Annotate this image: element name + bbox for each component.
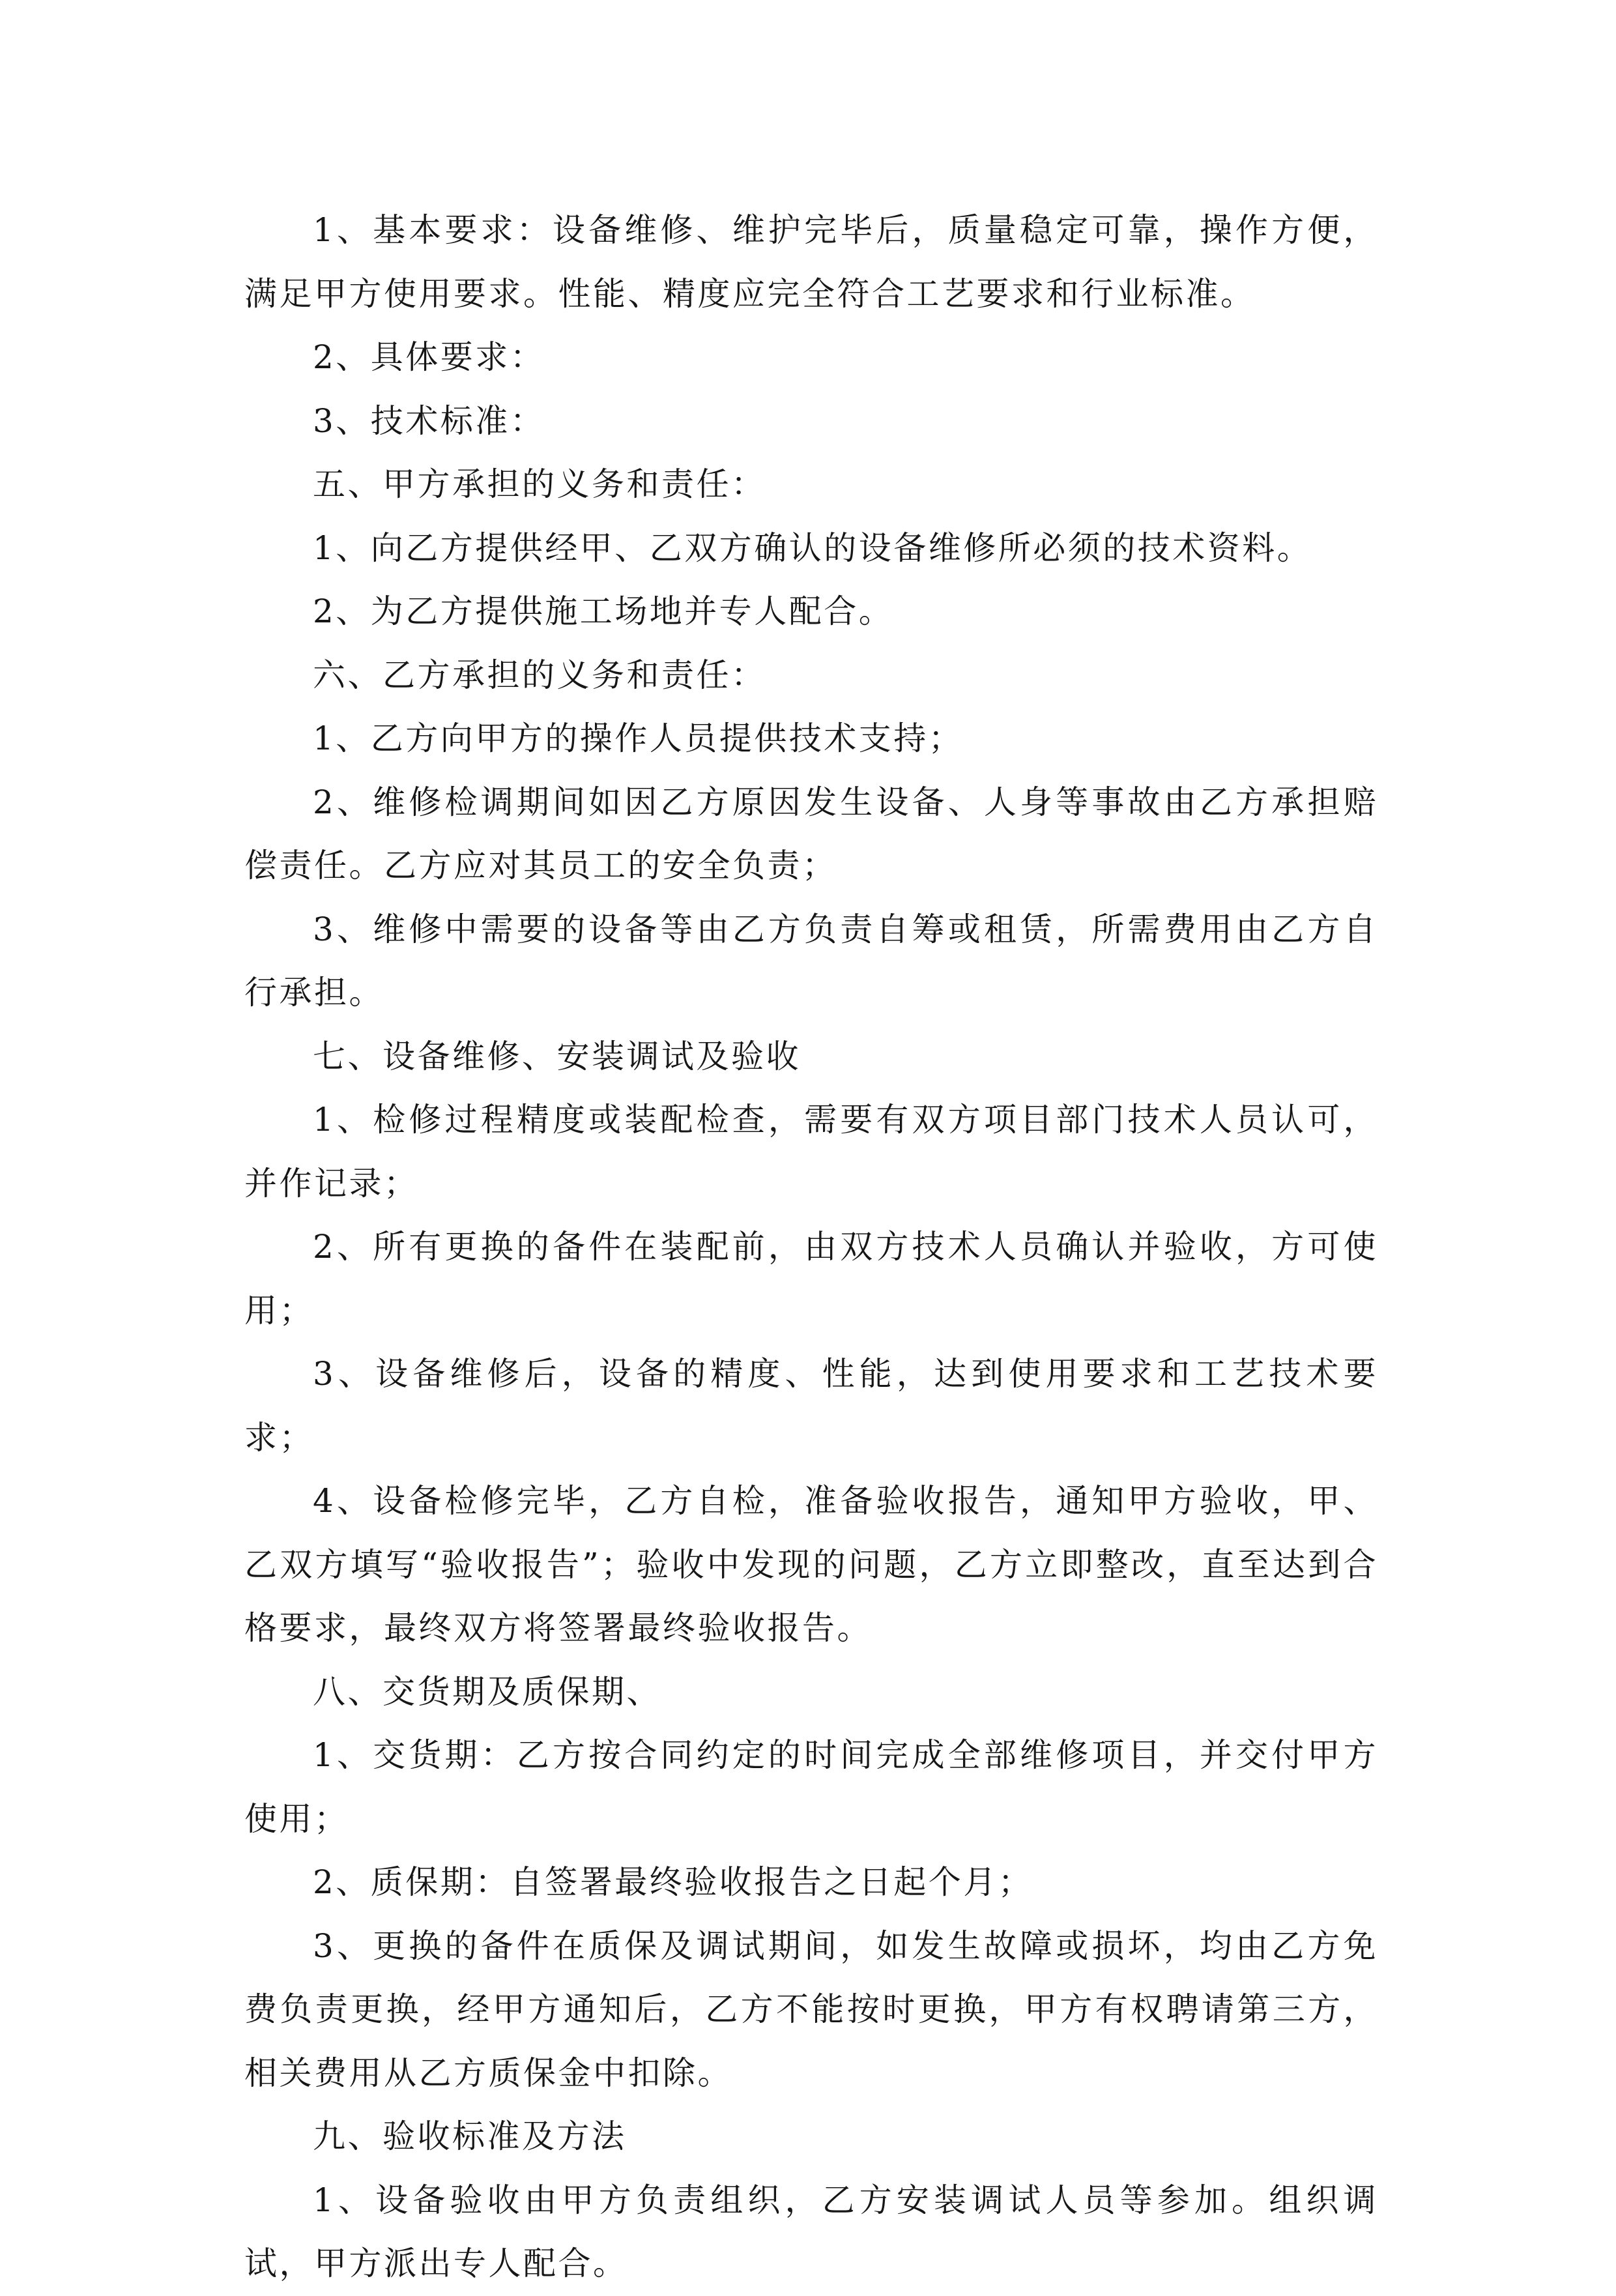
paragraph-maintenance-item-1: 1、检修过程精度或装配检查，需要有双方项目部门技术人员认可，并作记录； [244,1101,1378,1202]
paragraph-party-a-item-2: 2、为乙方提供施工场地并专人配合。 [313,592,894,630]
section-heading-party-b-obligations: 六、乙方承担的义务和责任： [313,656,766,694]
section-heading-maintenance-acceptance: 七、设备维修、安装调试及验收 [313,1037,801,1075]
paragraph-party-b-item-1: 1、乙方向甲方的操作人员提供技术支持； [313,719,964,757]
paragraph-maintenance-item-2: 2、所有更换的备件在装配前，由双方技术人员确认并验收，方可使用； [244,1228,1378,1330]
paragraph-acceptance-item-1: 1、设备验收由甲方负责组织，乙方安装调试人员等参加。组织调试，甲方派出专人配合。 [244,2181,1378,2282]
paragraph-maintenance-item-3: 3、设备维修后，设备的精度、性能，达到使用要求和工艺技术要求； [244,1355,1378,1457]
paragraph-maintenance-item-4: 4、设备检修完毕，乙方自检，准备验收报告，通知甲方验收，甲、乙双方填写“验收报告”；验收中发现的问题，乙方立即整改，直至达到合格要求，最终双方将签署最终验收报告。 [244,1482,1378,1647]
paragraph-delivery-item-2: 2、质保期：自签署最终验收报告之日起个月； [313,1863,1033,1901]
paragraph-party-b-item-3: 3、维修中需要的设备等由乙方负责自筹或租赁，所需费用由乙方自行承担。 [244,910,1378,1011]
section-heading-party-a-obligations: 五、甲方承担的义务和责任： [313,465,766,503]
section-heading-delivery-warranty: 八、交货期及质保期、 [313,1672,661,1711]
paragraph-technical-standards: 3、技术标准： [313,401,545,440]
paragraph-delivery-item-3: 3、更换的备件在质保及调试期间，如发生故障或损坏，均由乙方免费负责更换，经甲方通知后，乙方不能按时更换，甲方有权聘请第三方，相关费用从乙方质保金中扣除。 [244,1926,1378,2092]
paragraph-basic-requirements: 1、基本要求：设备维修、维护完毕后，质量稳定可靠，操作方便，满足甲方使用要求。性能、精度应完全符合工艺要求和行业标准。 [244,211,1378,313]
paragraph-delivery-item-1: 1、交货期：乙方按合同约定的时间完成全部维修项目，并交付甲方使用； [244,1736,1378,1838]
paragraph-specific-requirements: 2、具体要求： [313,338,545,376]
section-heading-acceptance-standards: 九、验收标准及方法 [313,2117,627,2155]
document-body [244,199,1378,2296]
paragraph-party-a-item-1: 1、向乙方提供经甲、乙双方确认的设备维修所必须的技术资料。 [313,529,1312,567]
paragraph-party-b-item-2: 2、维修检调期间如因乙方原因发生设备、人身等事故由乙方承担赔偿责任。乙方应对其员工的安全负责； [244,783,1378,884]
